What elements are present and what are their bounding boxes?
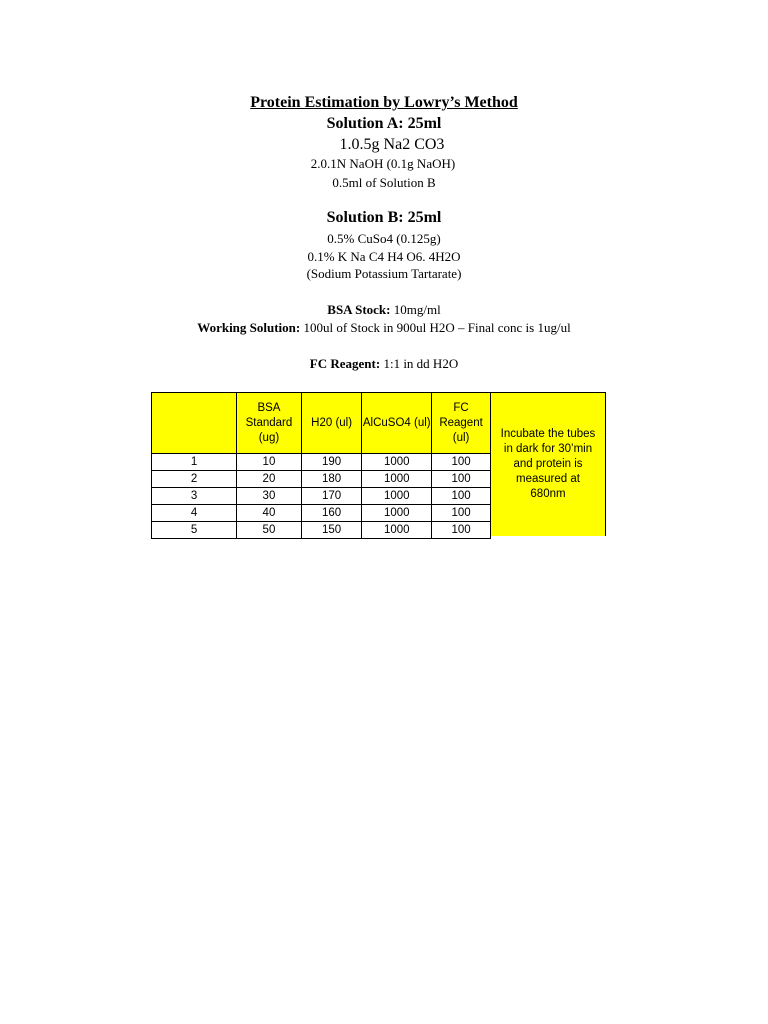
table-header-cell (152, 393, 237, 454)
table-header-row (152, 393, 491, 454)
solution-b-item-2: 0.1% K Na C4 H4 O6. 4H2O (307, 249, 461, 264)
bsa-stock-label: BSA Stock: (327, 302, 391, 317)
solution-a-heading: Solution A: 25ml (326, 115, 442, 132)
document-title: Protein Estimation by Lowry’s Method (250, 94, 518, 111)
table-cell: 180 (301, 471, 362, 488)
bsa-stock-line (0, 301, 768, 319)
solution-a-item-1: 1.0.5g Na2 CO3 (339, 136, 445, 153)
table-cell: 10 (237, 454, 302, 471)
table-cell: 100 (432, 454, 491, 471)
working-solution-label: Working Solution: (197, 320, 301, 335)
table-header-cell: BSA Standard (ug) (237, 393, 302, 454)
solution-b-heading: Solution B: 25ml (326, 209, 442, 226)
solution-b-item-3: (Sodium Potassium Tartarate) (306, 266, 462, 281)
fc-reagent-line (0, 355, 768, 373)
table-cell: 1000 (362, 471, 432, 488)
table-cell: 160 (301, 505, 362, 522)
table-header-cell: AlCuSO4 (ul) (362, 393, 432, 454)
incubation-note-text: Incubate the tubes in dark for 30’min and protein is measured at 680nm (500, 428, 596, 500)
table-cell: 1000 (362, 488, 432, 505)
table-cell: 1000 (362, 522, 432, 539)
solution-a-item-3: 0.5ml of Solution B (332, 175, 436, 190)
solution-b-item-1: 0.5% CuSo4 (0.125g) (327, 231, 441, 246)
table-header-cell: H20 (ul) (301, 393, 362, 454)
table-cell: 3 (152, 488, 237, 505)
table-cell: 20 (237, 471, 302, 488)
table-cell: 5 (152, 522, 237, 539)
fc-reagent-value: 1:1 in dd H2O (380, 356, 459, 371)
table-row (152, 505, 491, 522)
table-cell: 2 (152, 471, 237, 488)
table-row (152, 471, 491, 488)
working-solution-line (0, 319, 768, 337)
table-cell: 50 (237, 522, 302, 539)
table-cell: 150 (301, 522, 362, 539)
table-row (152, 522, 491, 539)
table-cell: 100 (432, 505, 491, 522)
table-cell: 30 (237, 488, 302, 505)
table-row (152, 488, 491, 505)
table-cell: 100 (432, 471, 491, 488)
incubation-note (491, 392, 606, 536)
table-cell: 190 (301, 454, 362, 471)
working-solution-value: 100ul of Stock in 900ul H2O – Final conc is 1ug/ul (300, 320, 571, 335)
table-cell: 4 (152, 505, 237, 522)
table-cell: 100 (432, 522, 491, 539)
table-cell: 1 (152, 454, 237, 471)
table-row (152, 454, 491, 471)
solution-a-item-2: 2.0.1N NaOH (0.1g NaOH) (310, 156, 456, 171)
standards-table (151, 392, 491, 539)
standards-table-area (151, 392, 606, 536)
fc-reagent-label: FC Reagent: (309, 356, 381, 371)
bsa-stock-value: 10mg/ml (390, 302, 441, 317)
table-cell: 100 (432, 488, 491, 505)
table-cell: 170 (301, 488, 362, 505)
table-cell: 1000 (362, 505, 432, 522)
table-header-cell: FC Reagent (ul) (432, 393, 491, 454)
table-cell: 1000 (362, 454, 432, 471)
table-cell: 40 (237, 505, 302, 522)
